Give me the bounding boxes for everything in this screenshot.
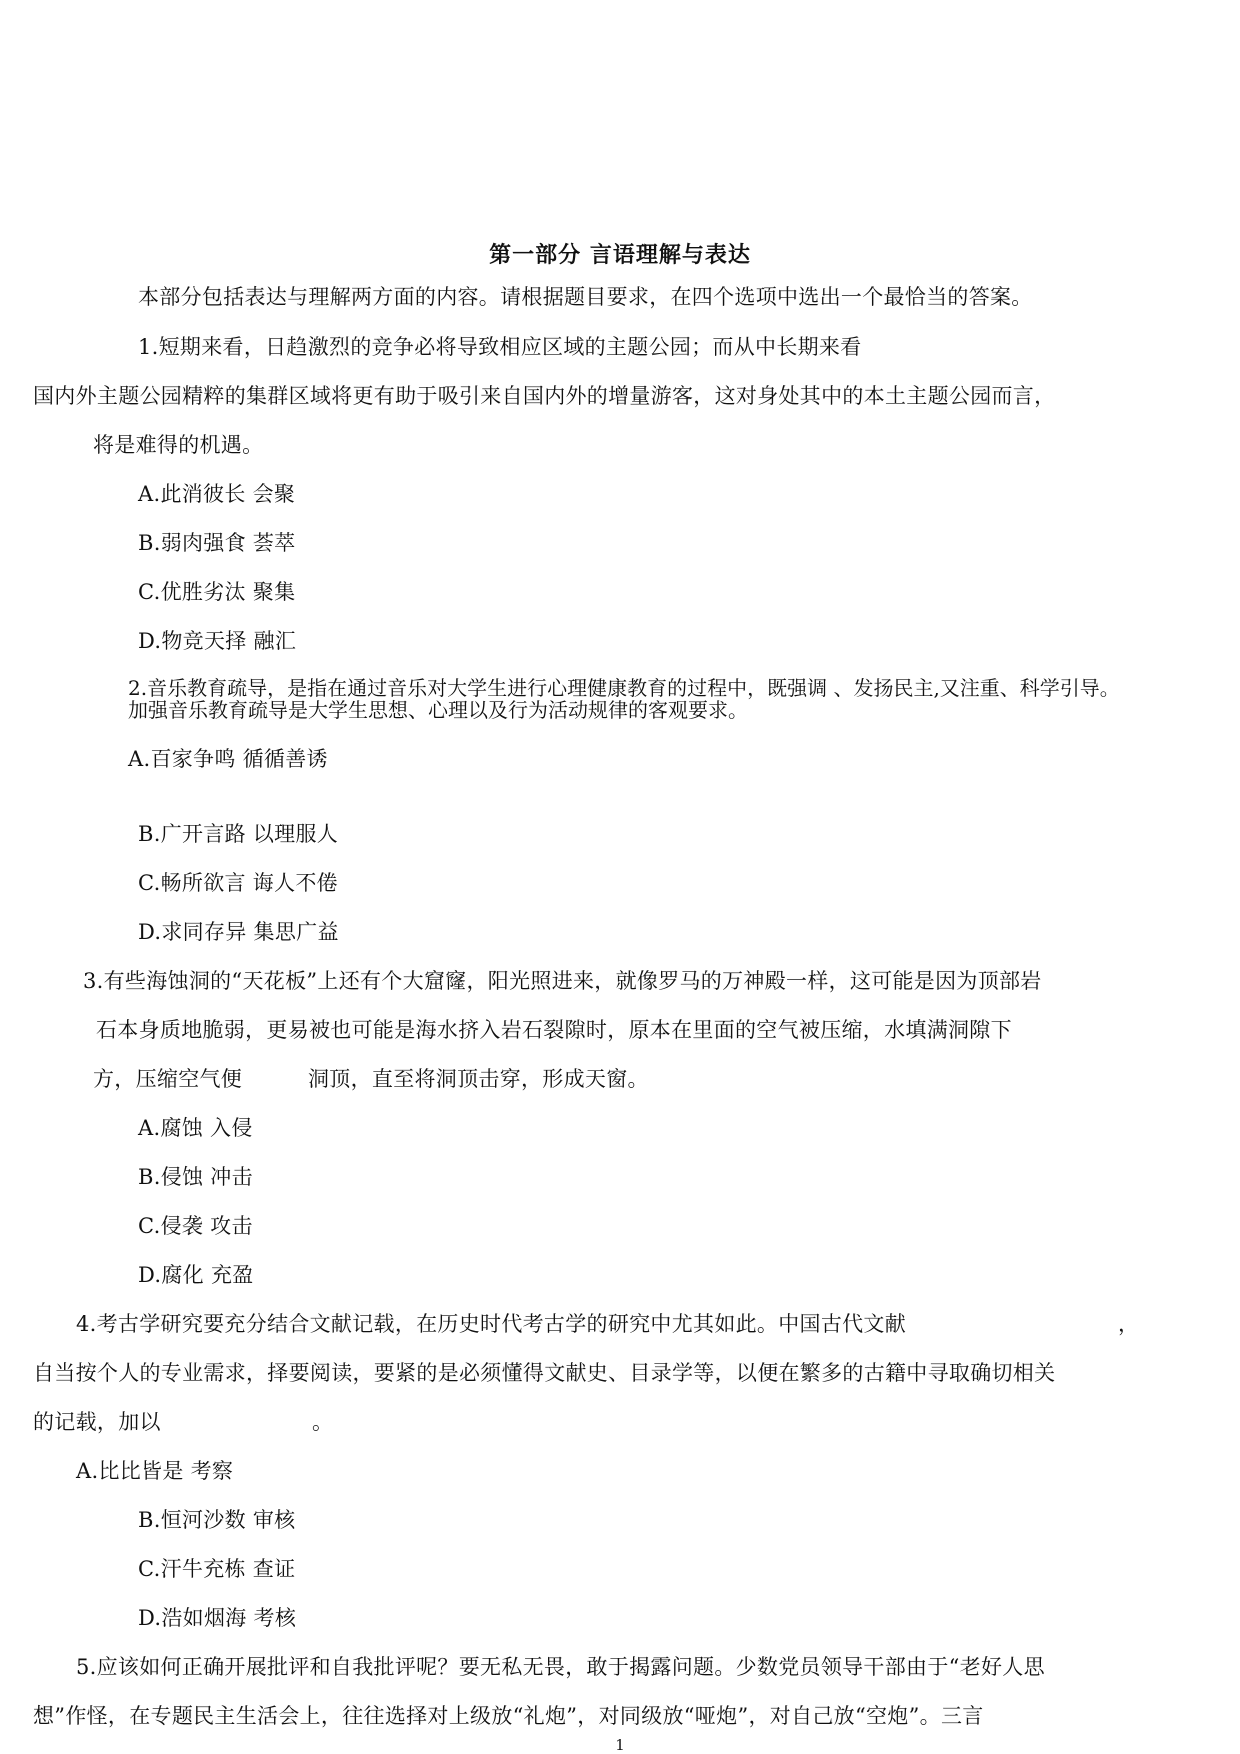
q1-option-b: B.弱肉强食 荟萃 (138, 531, 296, 555)
q3-option-c: C.侵袭 攻击 (138, 1214, 253, 1238)
q3-line-1: 3.有些海蚀洞的“天花板”上还有个大窟窿，阳光照进来，就像罗马的万神殿一样，这可能是因为顶部岩 (83, 969, 1042, 993)
q5-line-2: 想”作怪，在专题民主生活会上，往往选择对上级放“礼炮”，对同级放“哑炮”，对自己放“空炮”。三言 (33, 1704, 984, 1728)
q2-line-1: 2.音乐教育疏导，是指在通过音乐对大学生进行心理健康教育的过程中，既强调 、发扬民主,又注重、科学引导。 (128, 676, 1120, 700)
q5-line-1: 5.应该如何正确开展批评和自我批评呢？要无私无畏，敢于揭露问题。少数党员领导干部由于“老好人思 (76, 1655, 1045, 1679)
section-title: 第一部分 言语理解与表达 (489, 242, 751, 268)
q1-option-c: C.优胜劣汰 聚集 (138, 580, 296, 604)
q4-option-d: D.浩如烟海 考核 (138, 1606, 297, 1630)
q2-option-c: C.畅所欲言 诲人不倦 (138, 871, 338, 895)
q4-option-a: A.比比皆是 考察 (76, 1459, 234, 1483)
q3-line-3b: 洞顶，直至将洞顶击穿，形成天窗。 (308, 1067, 649, 1091)
q3-line-3a: 方，压缩空气便 (93, 1067, 243, 1091)
q2-line-2: 加强音乐教育疏导是大学生思想、心理以及行为活动规律的客观要求。 (128, 698, 748, 722)
q1-option-d: D.物竞天择 融汇 (138, 629, 297, 653)
q1-line-2: 国内外主题公园精粹的集群区域将更有助于吸引来自国内外的增量游客，这对身处其中的本土主题公园而言， (33, 384, 1056, 408)
q4-line-1: 4.考古学研究要充分结合文献记载，在历史时代考古学的研究中尤其如此。中国古代文献 (76, 1312, 907, 1336)
q4-line-3b: 。 (312, 1410, 334, 1434)
intro-text: 本部分包括表达与理解两方面的内容。请根据题目要求，在四个选项中选出一个最恰当的答案。 (138, 285, 1033, 309)
q1-line-3: 将是难得的机遇。 (93, 433, 264, 457)
q4-line-1-comma: ， (1118, 1312, 1140, 1336)
q1-line-1: 1.短期来看，日趋激烈的竞争必将导致相应区域的主题公园；而从中长期来看 (138, 335, 862, 359)
q3-option-d: D.腐化 充盈 (138, 1263, 254, 1287)
q3-option-a: A.腐蚀 入侵 (138, 1116, 253, 1140)
q4-option-c: C.汗牛充栋 查证 (138, 1557, 296, 1581)
q4-option-b: B.恒河沙数 审核 (138, 1508, 296, 1532)
q2-option-d: D.求同存异 集思广益 (138, 920, 339, 944)
q1-option-a: A.此消彼长 会聚 (138, 482, 296, 506)
q2-option-b: B.广开言路 以理服人 (138, 822, 339, 846)
q2-option-a: A.百家争鸣 循循善诱 (128, 747, 328, 771)
q4-line-2: 自当按个人的专业需求，择要阅读，要紧的是必须懂得文献史、目录学等，以便在繁多的古籍中寻取确切相关 (33, 1361, 1056, 1385)
q4-line-3a: 的记载，加以 (33, 1410, 161, 1434)
page-number: 1 (615, 1736, 625, 1754)
q3-option-b: B.侵蚀 冲击 (138, 1165, 253, 1189)
q3-line-2: 石本身质地脆弱，更易被也可能是海水挤入岩石裂隙时，原本在里面的空气被压缩，水填满洞隙下 (96, 1018, 1012, 1042)
